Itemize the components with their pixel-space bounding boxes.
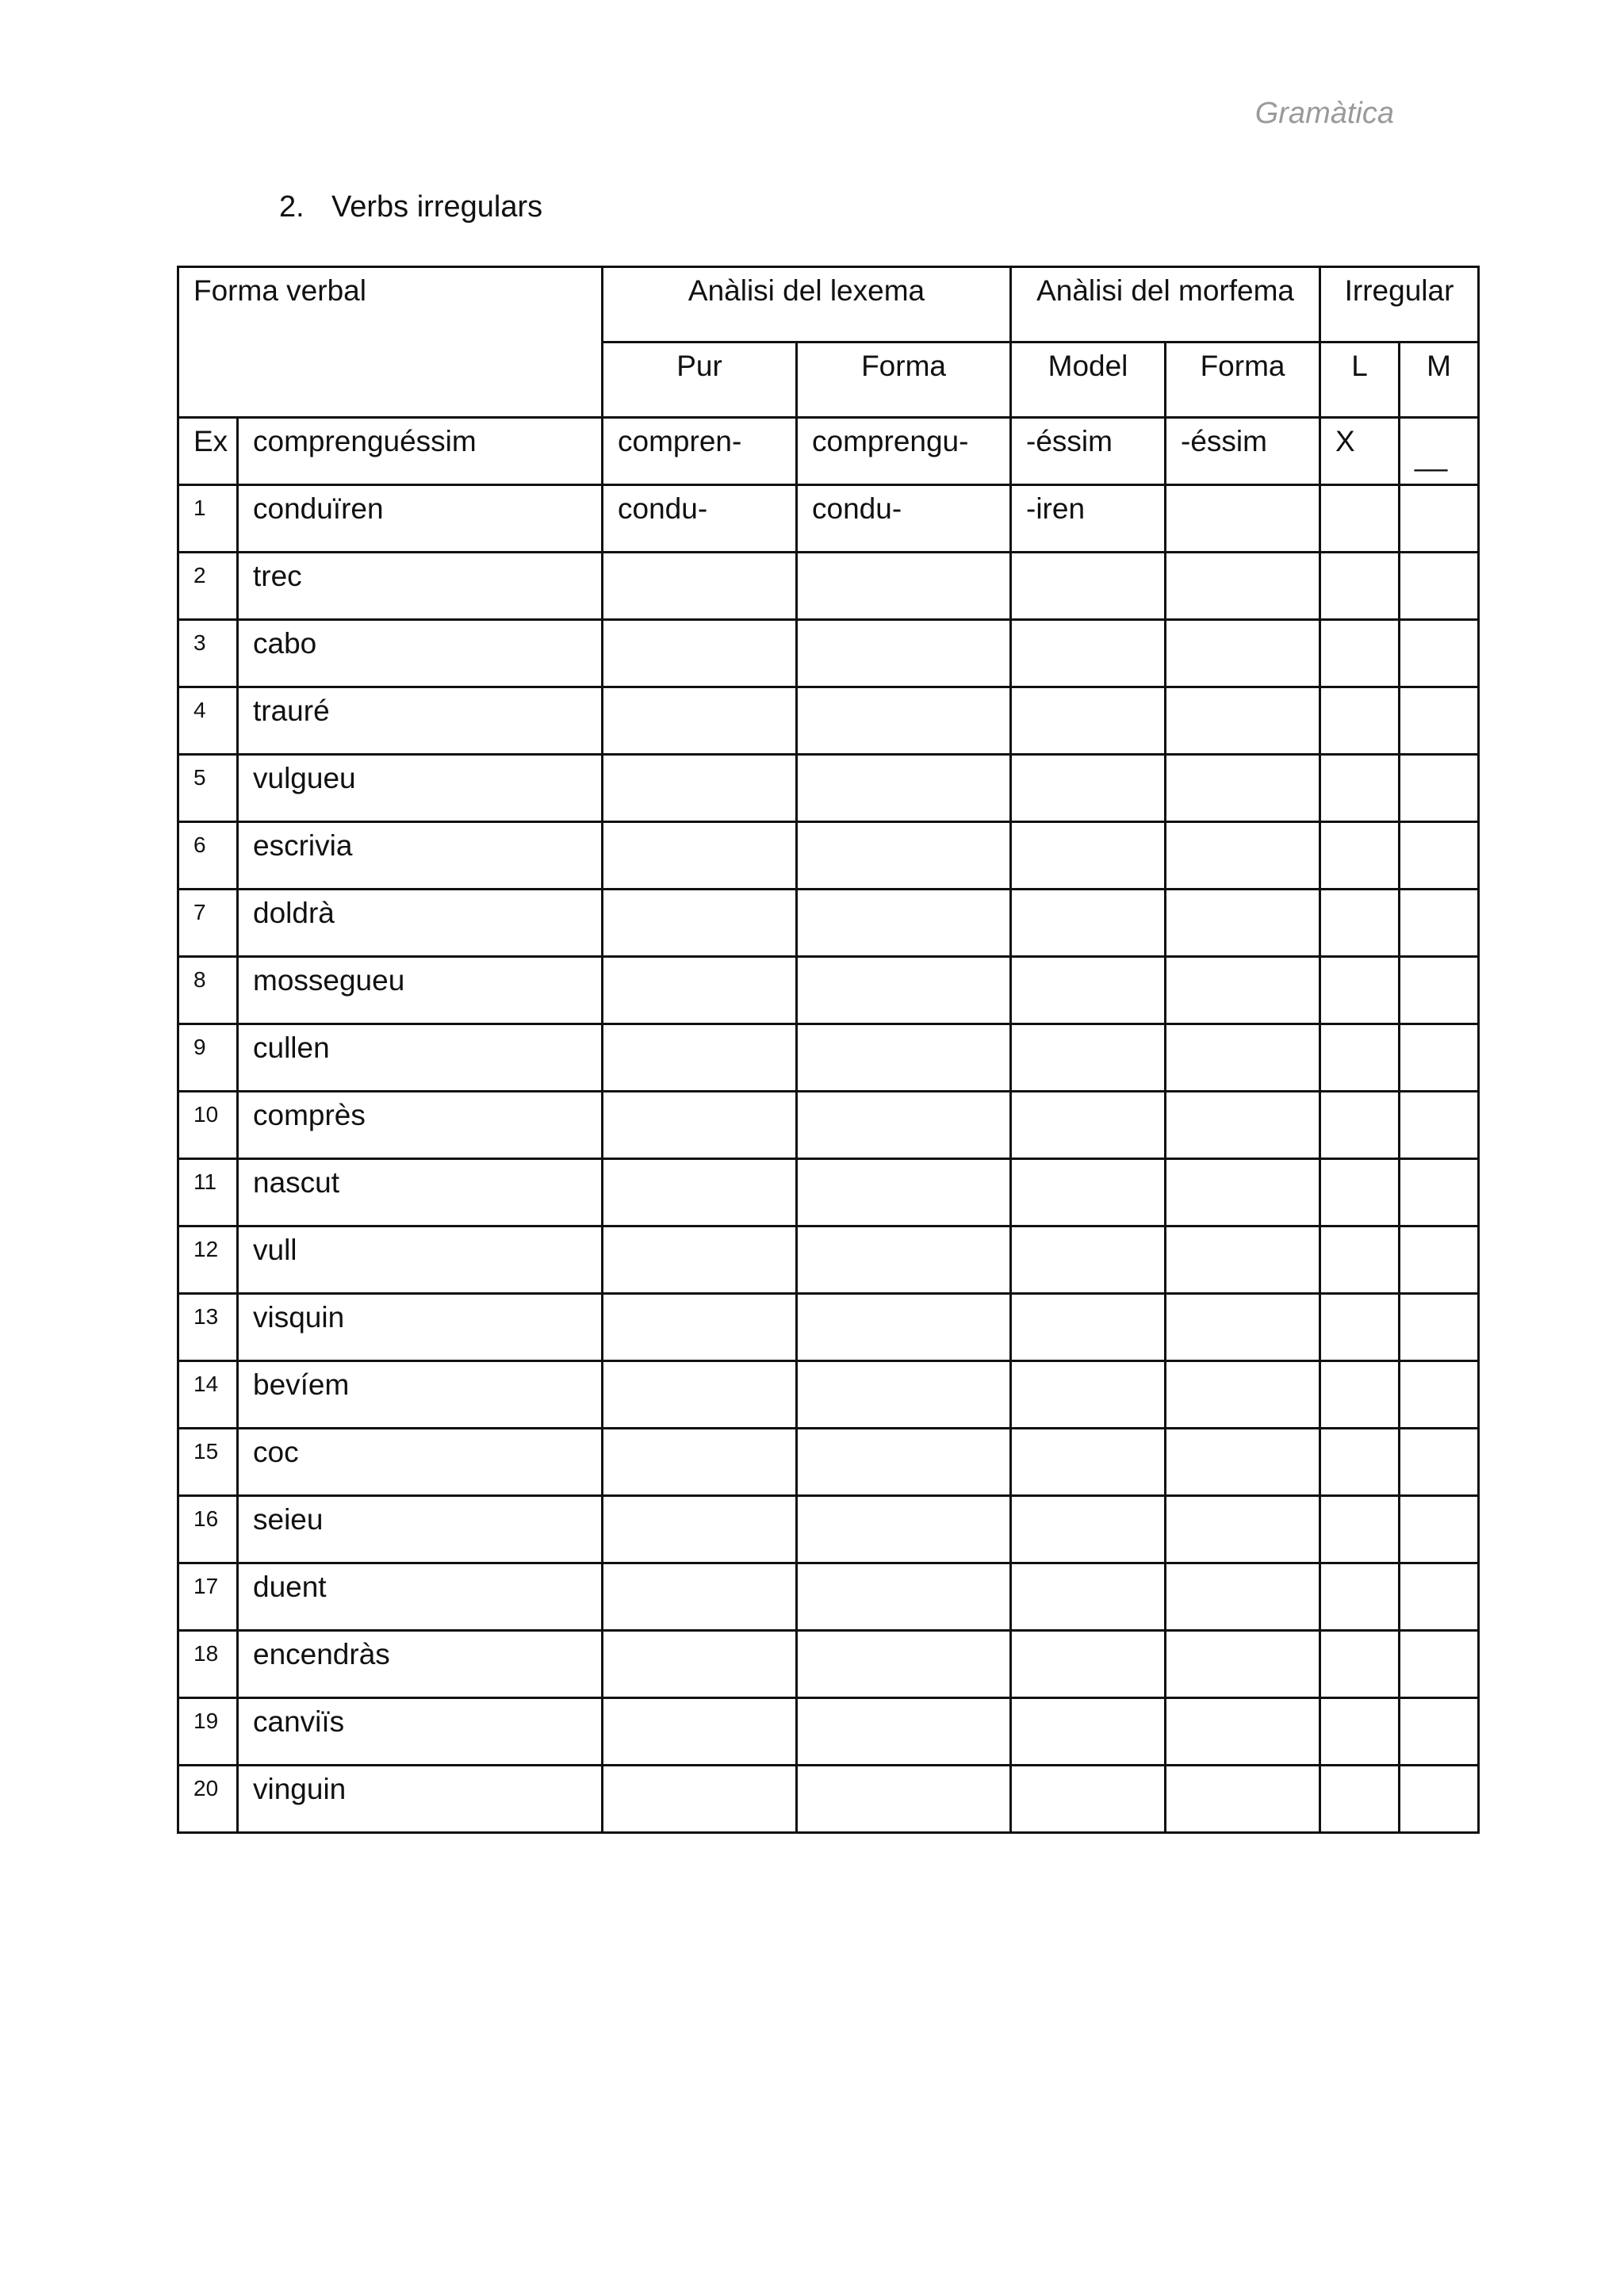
lexema-forma-cell[interactable] xyxy=(797,755,1011,822)
irregular-m-cell xyxy=(1400,418,1479,485)
lexema-forma-cell[interactable] xyxy=(797,1159,1011,1226)
running-header: Gramàtica xyxy=(1254,97,1394,130)
subheader-model: Model xyxy=(1011,342,1166,418)
verb-form-cell: canviïs xyxy=(238,1698,603,1766)
lexema-pur-cell[interactable] xyxy=(603,620,797,687)
subheader-lexema-forma: Forma xyxy=(797,342,1011,418)
irregular-l-cell[interactable] xyxy=(1320,1429,1400,1496)
table-header-row-1 xyxy=(178,267,1479,342)
morfema-forma-cell[interactable] xyxy=(1166,957,1320,1024)
verb-form-cell: encendràs xyxy=(238,1631,603,1698)
table-row xyxy=(178,620,1479,687)
lexema-forma-cell[interactable] xyxy=(797,1698,1011,1766)
irregular-l-cell[interactable] xyxy=(1320,553,1400,620)
verb-form-cell: nascut xyxy=(238,1159,603,1226)
table-row xyxy=(178,1294,1479,1361)
morfema-forma-cell[interactable] xyxy=(1166,822,1320,890)
blank-dash: __ xyxy=(1415,439,1448,472)
header-analisi-morfema: Anàlisi del morfema xyxy=(1011,267,1320,342)
irregular-l-cell[interactable] xyxy=(1320,890,1400,957)
row-index: 2 xyxy=(178,553,238,620)
lexema-forma-cell[interactable] xyxy=(797,1429,1011,1496)
lexema-forma-cell[interactable] xyxy=(797,890,1011,957)
irregular-l-cell[interactable] xyxy=(1320,822,1400,890)
row-index: 13 xyxy=(178,1294,238,1361)
morfema-model-cell: -iren xyxy=(1011,485,1166,553)
irregular-l-cell[interactable] xyxy=(1320,1698,1400,1766)
table-row xyxy=(178,1361,1479,1429)
morfema-forma-cell[interactable] xyxy=(1166,1631,1320,1698)
irregular-m-cell[interactable] xyxy=(1400,1496,1479,1563)
lexema-pur-cell[interactable] xyxy=(603,1563,797,1631)
morfema-model-cell: -éssim xyxy=(1011,418,1166,485)
lexema-pur-cell[interactable] xyxy=(603,822,797,890)
row-index: 5 xyxy=(178,755,238,822)
table-row xyxy=(178,418,1479,485)
irregular-l-cell[interactable] xyxy=(1320,1092,1400,1159)
irregular-l-cell[interactable] xyxy=(1320,1294,1400,1361)
morfema-model-cell[interactable] xyxy=(1011,890,1166,957)
row-index: 16 xyxy=(178,1496,238,1563)
morfema-forma-cell[interactable] xyxy=(1166,620,1320,687)
morfema-model-cell[interactable] xyxy=(1011,1159,1166,1226)
lexema-pur-cell[interactable] xyxy=(603,1361,797,1429)
table-row xyxy=(178,1631,1479,1698)
morfema-model-cell[interactable] xyxy=(1011,1698,1166,1766)
row-index: 19 xyxy=(178,1698,238,1766)
irregular-l-cell[interactable] xyxy=(1320,1159,1400,1226)
header-irregular: Irregular xyxy=(1320,267,1479,342)
irregular-m-cell[interactable] xyxy=(1400,957,1479,1024)
irregular-m-cell[interactable] xyxy=(1400,1294,1479,1361)
verb-form-cell: vull xyxy=(238,1226,603,1294)
lexema-pur-cell[interactable] xyxy=(603,1024,797,1092)
verb-form-cell: comprès xyxy=(238,1092,603,1159)
lexema-forma-cell[interactable] xyxy=(797,620,1011,687)
irregular-m-cell[interactable] xyxy=(1400,1766,1479,1833)
lexema-forma-cell[interactable] xyxy=(797,1496,1011,1563)
verb-form-cell: bevíem xyxy=(238,1361,603,1429)
irregular-m-cell[interactable] xyxy=(1400,1429,1479,1496)
header-analisi-lexema: Anàlisi del lexema xyxy=(603,267,1011,342)
header-forma-verbal: Forma verbal xyxy=(178,267,603,418)
verb-form-cell: comprenguéssim xyxy=(238,418,603,485)
irregular-m-cell[interactable] xyxy=(1400,1159,1479,1226)
lexema-pur-cell[interactable] xyxy=(603,890,797,957)
row-index: 9 xyxy=(178,1024,238,1092)
lexema-pur-cell[interactable] xyxy=(603,1159,797,1226)
lexema-pur-cell[interactable] xyxy=(603,1496,797,1563)
lexema-pur-cell[interactable] xyxy=(603,957,797,1024)
morfema-model-cell[interactable] xyxy=(1011,1024,1166,1092)
irregular-l-cell[interactable] xyxy=(1320,620,1400,687)
lexema-pur-cell[interactable] xyxy=(603,1294,797,1361)
lexema-pur-cell[interactable] xyxy=(603,1429,797,1496)
lexema-pur-cell[interactable] xyxy=(603,1631,797,1698)
row-index: Ex xyxy=(178,418,238,485)
irregular-l-cell[interactable] xyxy=(1320,1496,1400,1563)
subheader-l: L xyxy=(1320,342,1400,418)
morfema-forma-cell[interactable] xyxy=(1166,1024,1320,1092)
irregular-m-cell[interactable] xyxy=(1400,1563,1479,1631)
irregular-l-cell[interactable] xyxy=(1320,957,1400,1024)
lexema-pur-cell[interactable] xyxy=(603,553,797,620)
irregular-l-cell[interactable] xyxy=(1320,1563,1400,1631)
verb-form-cell: trec xyxy=(238,553,603,620)
morfema-forma-cell[interactable] xyxy=(1166,1226,1320,1294)
morfema-model-cell[interactable] xyxy=(1011,1496,1166,1563)
morfema-model-cell[interactable] xyxy=(1011,1563,1166,1631)
verb-form-cell: conduïren xyxy=(238,485,603,553)
irregular-l-cell[interactable] xyxy=(1320,755,1400,822)
irregular-l-cell[interactable] xyxy=(1320,1361,1400,1429)
morfema-model-cell[interactable] xyxy=(1011,553,1166,620)
verb-form-cell: vulgueu xyxy=(238,755,603,822)
morfema-model-cell[interactable] xyxy=(1011,620,1166,687)
morfema-forma-cell[interactable] xyxy=(1166,485,1320,553)
irregular-l-cell[interactable] xyxy=(1320,687,1400,755)
subheader-pur: Pur xyxy=(603,342,797,418)
table-row xyxy=(178,687,1479,755)
row-index: 20 xyxy=(178,1766,238,1833)
row-index: 15 xyxy=(178,1429,238,1496)
morfema-forma-cell[interactable] xyxy=(1166,1092,1320,1159)
irregular-m-cell[interactable] xyxy=(1400,890,1479,957)
morfema-model-cell[interactable] xyxy=(1011,755,1166,822)
irregular-m-cell[interactable] xyxy=(1400,1024,1479,1092)
table-row xyxy=(178,957,1479,1024)
lexema-pur-cell: condu- xyxy=(603,485,797,553)
verb-form-cell: cabo xyxy=(238,620,603,687)
row-index: 1 xyxy=(178,485,238,553)
morfema-forma-cell[interactable] xyxy=(1166,1294,1320,1361)
lexema-forma-cell[interactable] xyxy=(797,1631,1011,1698)
morfema-model-cell[interactable] xyxy=(1011,1429,1166,1496)
morfema-model-cell[interactable] xyxy=(1011,1226,1166,1294)
table-row xyxy=(178,1698,1479,1766)
morfema-model-cell[interactable] xyxy=(1011,957,1166,1024)
row-index: 11 xyxy=(178,1159,238,1226)
table-row xyxy=(178,1226,1479,1294)
row-index: 7 xyxy=(178,890,238,957)
lexema-forma-cell[interactable] xyxy=(797,1294,1011,1361)
lexema-forma-cell[interactable] xyxy=(797,553,1011,620)
lexema-pur-cell: compren- xyxy=(603,418,797,485)
lexema-forma-cell[interactable] xyxy=(797,957,1011,1024)
irregular-m-cell[interactable] xyxy=(1400,620,1479,687)
morfema-forma-cell[interactable] xyxy=(1166,1496,1320,1563)
table-row xyxy=(178,1024,1479,1092)
irregular-l-cell[interactable] xyxy=(1320,1024,1400,1092)
table-row xyxy=(178,755,1479,822)
subheader-morfema-forma: Forma xyxy=(1166,342,1320,418)
morfema-forma-cell[interactable] xyxy=(1166,553,1320,620)
morfema-forma-cell[interactable] xyxy=(1166,687,1320,755)
table-row xyxy=(178,822,1479,890)
table-row xyxy=(178,1766,1479,1833)
section-heading xyxy=(279,190,542,224)
lexema-forma-cell: condu- xyxy=(797,485,1011,553)
verb-form-cell: coc xyxy=(238,1429,603,1496)
verb-form-cell: vinguin xyxy=(238,1766,603,1833)
row-index: 12 xyxy=(178,1226,238,1294)
irregular-m-cell[interactable] xyxy=(1400,822,1479,890)
lexema-pur-cell[interactable] xyxy=(603,1766,797,1833)
lexema-pur-cell[interactable] xyxy=(603,1226,797,1294)
verb-form-cell: escrivia xyxy=(238,822,603,890)
irregular-m-cell[interactable] xyxy=(1400,1361,1479,1429)
section-title-text: Verbs irregulars xyxy=(331,190,543,224)
irregular-m-cell[interactable] xyxy=(1400,1226,1479,1294)
table-row xyxy=(178,1563,1479,1631)
section-number: 2. xyxy=(279,190,304,224)
verb-form-cell: visquin xyxy=(238,1294,603,1361)
table-row xyxy=(178,1429,1479,1496)
row-index: 8 xyxy=(178,957,238,1024)
lexema-pur-cell[interactable] xyxy=(603,1698,797,1766)
irregular-l-cell[interactable] xyxy=(1320,485,1400,553)
lexema-pur-cell[interactable] xyxy=(603,1092,797,1159)
morfema-forma-cell: -éssim xyxy=(1166,418,1320,485)
morfema-forma-cell[interactable] xyxy=(1166,1563,1320,1631)
subheader-m: M xyxy=(1400,342,1479,418)
morfema-forma-cell[interactable] xyxy=(1166,890,1320,957)
table-row xyxy=(178,890,1479,957)
irregular-m-cell[interactable] xyxy=(1400,1092,1479,1159)
lexema-forma-cell[interactable] xyxy=(797,822,1011,890)
morfema-model-cell[interactable] xyxy=(1011,687,1166,755)
lexema-forma-cell[interactable] xyxy=(797,687,1011,755)
table-row xyxy=(178,1496,1479,1563)
morfema-model-cell[interactable] xyxy=(1011,1294,1166,1361)
irregular-m-cell[interactable] xyxy=(1400,687,1479,755)
irregular-m-cell[interactable] xyxy=(1400,553,1479,620)
irregular-l-cell: X xyxy=(1320,418,1400,485)
row-index: 4 xyxy=(178,687,238,755)
verbs-table xyxy=(177,266,1480,1834)
lexema-forma-cell[interactable] xyxy=(797,1563,1011,1631)
table-row xyxy=(178,553,1479,620)
verb-form-cell: doldrà xyxy=(238,890,603,957)
verb-form-cell: mossegueu xyxy=(238,957,603,1024)
irregular-m-cell[interactable] xyxy=(1400,1631,1479,1698)
table-row xyxy=(178,1092,1479,1159)
lexema-pur-cell[interactable] xyxy=(603,687,797,755)
irregular-l-cell[interactable] xyxy=(1320,1766,1400,1833)
lexema-pur-cell[interactable] xyxy=(603,755,797,822)
irregular-m-cell[interactable] xyxy=(1400,1698,1479,1766)
morfema-forma-cell[interactable] xyxy=(1166,1159,1320,1226)
morfema-model-cell[interactable] xyxy=(1011,1361,1166,1429)
irregular-l-cell[interactable] xyxy=(1320,1226,1400,1294)
row-index: 3 xyxy=(178,620,238,687)
irregular-l-cell[interactable] xyxy=(1320,1631,1400,1698)
row-index: 14 xyxy=(178,1361,238,1429)
row-index: 10 xyxy=(178,1092,238,1159)
verb-form-cell: duent xyxy=(238,1563,603,1631)
lexema-forma-cell: comprengu- xyxy=(797,418,1011,485)
row-index: 18 xyxy=(178,1631,238,1698)
lexema-forma-cell[interactable] xyxy=(797,1766,1011,1833)
irregular-m-cell[interactable] xyxy=(1400,485,1479,553)
morfema-model-cell[interactable] xyxy=(1011,1631,1166,1698)
verb-form-cell: seieu xyxy=(238,1496,603,1563)
morfema-forma-cell[interactable] xyxy=(1166,1698,1320,1766)
table-row xyxy=(178,485,1479,553)
lexema-forma-cell[interactable] xyxy=(797,1361,1011,1429)
irregular-m-cell[interactable] xyxy=(1400,755,1479,822)
morfema-forma-cell[interactable] xyxy=(1166,1429,1320,1496)
table-row xyxy=(178,1159,1479,1226)
morfema-forma-cell[interactable] xyxy=(1166,1361,1320,1429)
morfema-model-cell[interactable] xyxy=(1011,822,1166,890)
morfema-forma-cell[interactable] xyxy=(1166,755,1320,822)
morfema-model-cell[interactable] xyxy=(1011,1092,1166,1159)
verb-form-cell: trauré xyxy=(238,687,603,755)
verb-form-cell: cullen xyxy=(238,1024,603,1092)
row-index: 17 xyxy=(178,1563,238,1631)
lexema-forma-cell[interactable] xyxy=(797,1092,1011,1159)
morfema-forma-cell[interactable] xyxy=(1166,1766,1320,1833)
lexema-forma-cell[interactable] xyxy=(797,1024,1011,1092)
row-index: 6 xyxy=(178,822,238,890)
lexema-forma-cell[interactable] xyxy=(797,1226,1011,1294)
morfema-model-cell[interactable] xyxy=(1011,1766,1166,1833)
